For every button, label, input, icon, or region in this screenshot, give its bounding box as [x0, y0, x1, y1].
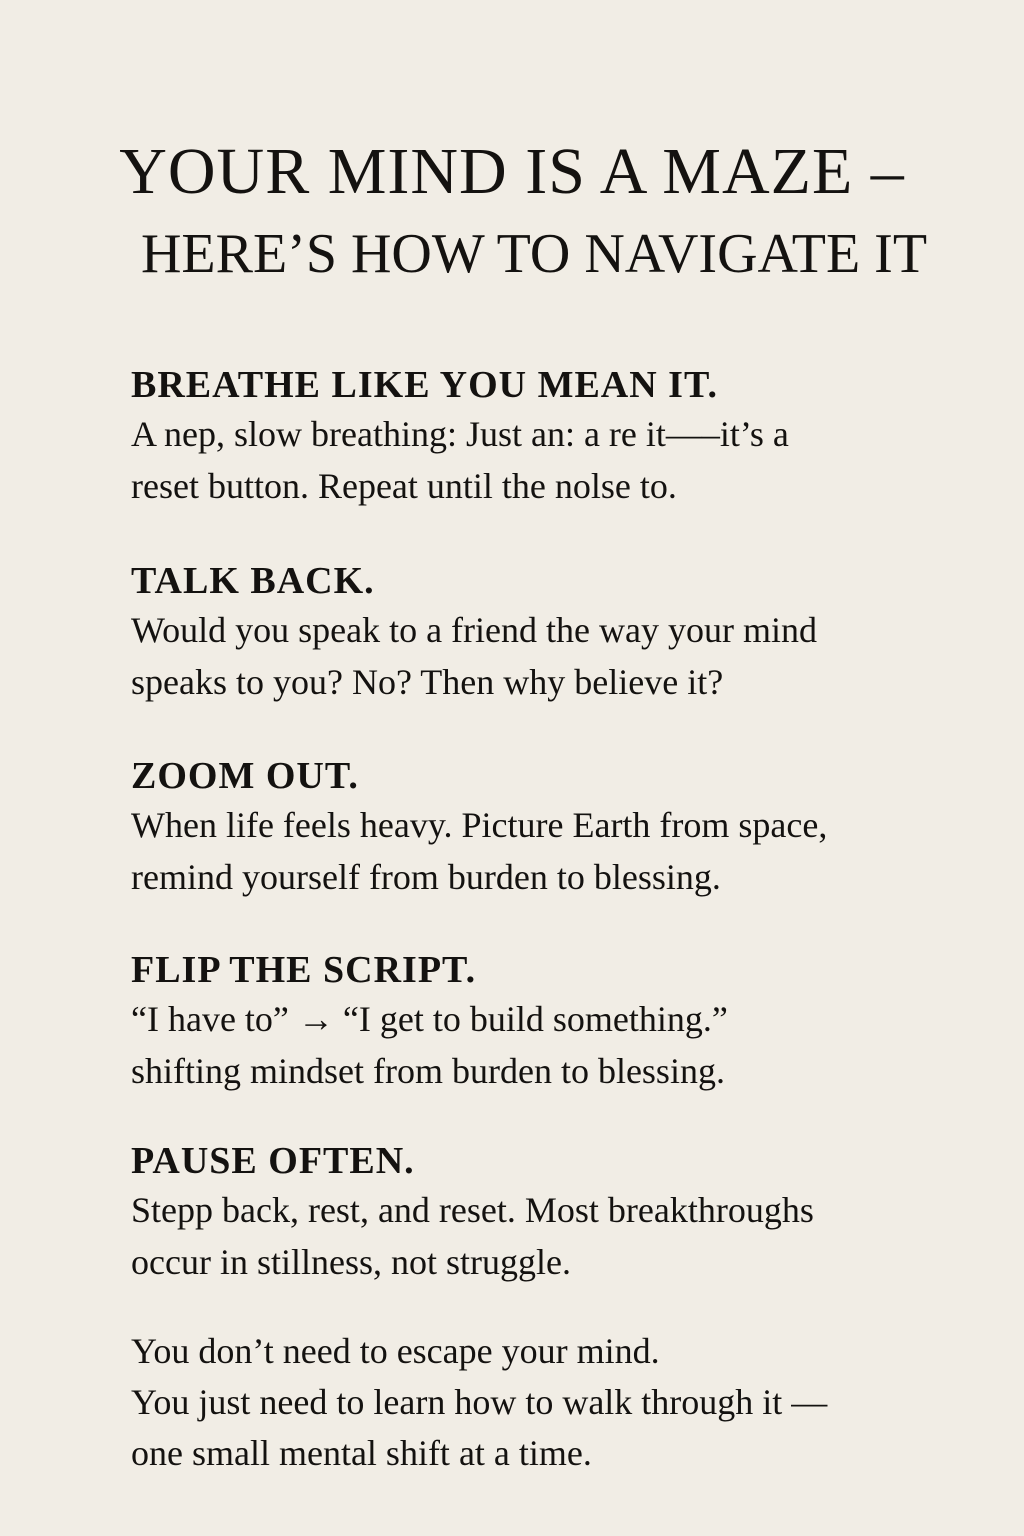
tip-body-line: Stepp back, rest, and reset. Most breakthroughs [131, 1190, 814, 1230]
tip-body-line: remind yourself from burden to blessing. [131, 857, 721, 897]
tip-heading: PAUSE OFTEN. [131, 1140, 415, 1182]
page-title-line-2: HERE’S HOW TO NAVIGATE IT [140, 223, 928, 285]
tip-body-line: When life feels heavy. Picture Earth from space, [131, 805, 828, 845]
closing-paragraph [131, 1326, 991, 1479]
tip-breathe [131, 362, 991, 512]
tip-talk-back [131, 558, 991, 708]
tip-body-line: reset button. Repeat until the nolse to. [131, 466, 677, 506]
tip-body-line: A nep, slow breathing: Just an: a re it—–it’s a [131, 414, 789, 454]
tip-heading: FLIP THE SCRIPT. [131, 949, 477, 991]
tip-heading: BREATHE LIKE YOU MEAN IT. [131, 364, 718, 406]
tip-body-line: occur in stillness, not struggle. [131, 1242, 571, 1282]
tip-body-line: shifting mindset from burden to blessing. [131, 1051, 725, 1091]
tip-pause-often [131, 1138, 991, 1288]
tip-heading: ZOOM OUT. [131, 755, 359, 797]
tip-body-line: speaks to you? No? Then why believe it? [131, 662, 724, 702]
tip-heading: TALK BACK. [131, 560, 375, 602]
tip-body-line: Would you speak to a friend the way your mind [131, 610, 817, 650]
page-title-line-1: YOUR MIND IS A MAZE – [119, 135, 905, 208]
closing-line: You don’t need to escape your mind. [131, 1331, 660, 1371]
closing-line: one small mental shift at a time. [131, 1433, 592, 1473]
tip-body-line: “I have to” → “I get to build something.” [131, 999, 728, 1039]
tip-flip-the-script [131, 947, 991, 1097]
tip-zoom-out [131, 753, 991, 903]
closing-line: You just need to learn how to walk through it — [131, 1382, 828, 1422]
